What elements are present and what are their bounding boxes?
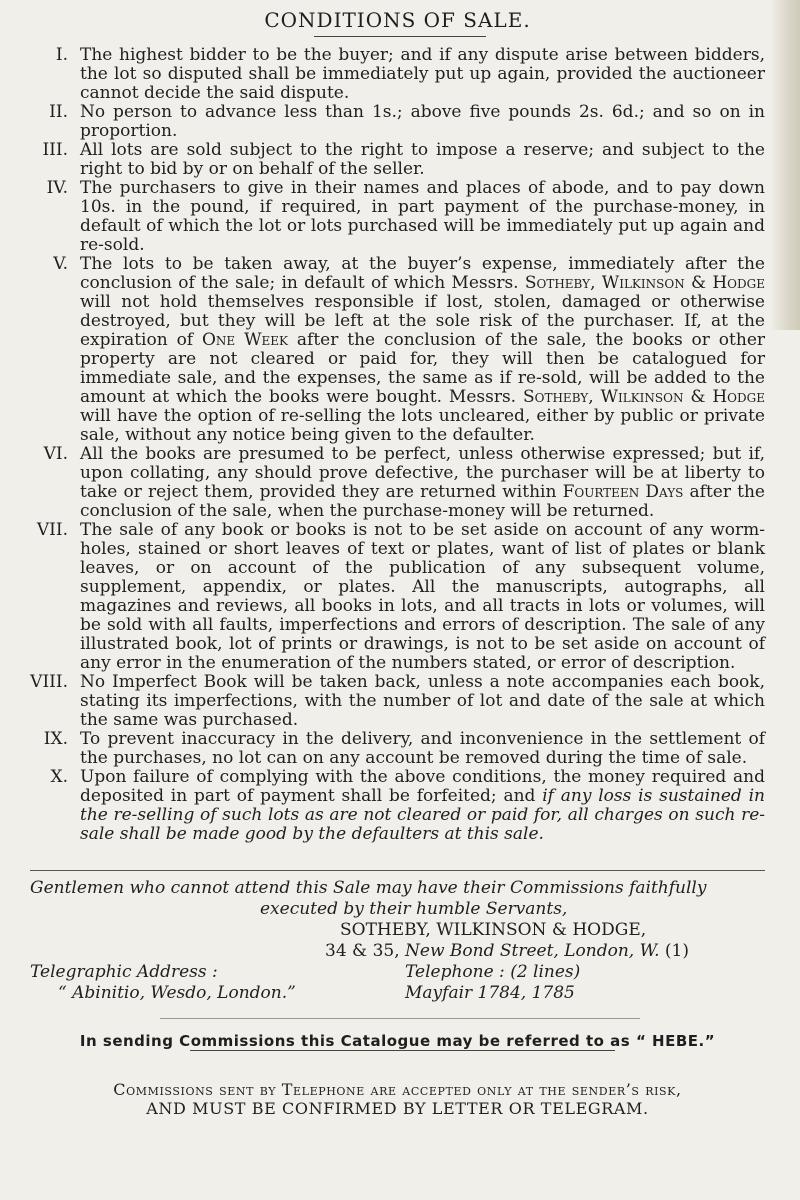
- condition-text: No Imperfect Book will be taken back, unless a note accompanies each book, stating its imperfections, with the number of lot and date of the sale at which the same was purchased.: [80, 672, 765, 730]
- address-part: (1): [659, 941, 689, 961]
- condition-7: [30, 521, 765, 673]
- final-notice-line: Commissions sent by Telephone are accepted only at the sender’s risk,: [113, 1080, 682, 1099]
- condition-text: All lots are sold subject to the right to impose a reserve; and subject to the right to bid by or on behalf of the seller.: [80, 140, 765, 179]
- telephone-commission-notice: [30, 1080, 765, 1118]
- condition-3: [30, 141, 765, 179]
- telephone-label: Telephone : (2 lines): [405, 962, 581, 982]
- one-week: One Week: [201, 330, 289, 350]
- condition-10: [30, 768, 765, 844]
- firm-address: [30, 941, 765, 962]
- condition-text-part: Upon failure of complying with the above conditions, the money required and deposited in part of payment shall be forfeited; and: [80, 767, 765, 806]
- telegraphic-label: Telegraphic Address :: [30, 962, 218, 982]
- catalogue-reference-notice: In sending Commissions this Catalogue may be referred to as “ HEBE.”: [79, 1032, 716, 1050]
- condition-number: II.: [49, 102, 68, 122]
- condition-number: V.: [53, 254, 68, 274]
- condition-text-part: will not hold themselves responsible if lost, stolen, damaged or otherwise destroyed, but they will be left at the sole risk of the purchaser. If, at the expiration of: [80, 292, 765, 350]
- condition-6: [30, 445, 765, 521]
- section-divider: [30, 870, 765, 871]
- condition-9: [30, 730, 765, 768]
- condition-text-part: after the conclusion of the sale, when the purchase-money will be returned.: [80, 482, 765, 521]
- address-part: 34 & 35,: [325, 941, 406, 961]
- final-notice-line: AND MUST BE CONFIRMED BY LETTER OR TELEGRAM.: [146, 1099, 649, 1118]
- condition-number: III.: [42, 140, 68, 160]
- condition-number: VII.: [36, 520, 68, 540]
- condition-text: The highest bidder to be the buyer; and if any dispute arise between bidders, the lot so disputed shall be immediately put up again, provided the auctioneer cannot decide the said dispute.: [80, 45, 765, 103]
- condition-text: [80, 255, 765, 445]
- condition-text: The sale of any book or books is not to be set aside on account of any worm-holes, stained or short leaves of text or plates, want of list of plates or blank leaves, or on account of the publication of any subsequent volume, supplement, appendix, or plates. All the manuscripts, autographs, all magazines and reviews, all books in lots, and all tracts in lots or volumes, will be sold with all faults, imperfections and errors of description. The sale of any illustrated book, lot of prints or drawings, is not to be set aside on account of any error in the enumeration of the numbers stated, or error of description.: [80, 520, 765, 673]
- condition-text: No person to advance less than 1s.; above five pounds 2s. 6d.; and so on in proportion.: [80, 102, 765, 141]
- condition-text-italic: if any loss is sustained in the re-selling of such lots as are not cleared or paid for, all charges on such re-sale shall be made good by the defaulters at this sale.: [80, 786, 766, 844]
- condition-text: [80, 445, 765, 521]
- condition-number: X.: [50, 767, 68, 787]
- section-divider: [160, 1018, 640, 1019]
- condition-4: [30, 179, 765, 255]
- condition-text-part: after the conclusion of the sale, the books or other property are not cleared or paid for, they will then be catalogued for immediate sale, and the expenses, the same as if re-sold, will be added to the amount at which the books were bought. Messrs.: [80, 330, 766, 407]
- commission-line: executed by their humble Servants,: [260, 899, 568, 919]
- commission-block: [30, 878, 765, 1004]
- contact-labels-row: [30, 962, 765, 983]
- condition-text-part: The lots to be taken away, at the buyer’s expense, immediately after the conclusion of the sale; in default of which Messrs.: [80, 254, 765, 293]
- condition-text: [80, 768, 765, 844]
- condition-1: [30, 46, 765, 103]
- title-rule: [314, 36, 486, 37]
- condition-number: VIII.: [30, 672, 68, 692]
- condition-text: The purchasers to give in their names and places of abode, and to pay down 10s. in the pound, if required, in part payment of the purchase-money, in default of which the lot or lots purchased will be immediately put up again and re-sold.: [80, 178, 765, 255]
- firm-name: Sotheby, Wilkinson & Hodge: [522, 387, 765, 407]
- contact-values-row: [30, 983, 765, 1004]
- page-edge-shadow: [770, 0, 800, 330]
- conditions-list: [30, 46, 765, 844]
- address-street: New Bond Street, London, W.: [405, 941, 660, 961]
- condition-number: I.: [55, 45, 68, 65]
- firm-name: Sotheby, Wilkinson & Hodge: [524, 273, 765, 293]
- condition-number: VI.: [43, 444, 68, 464]
- condition-text: To prevent inaccuracy in the delivery, and inconvenience in the settlement of the purchases, no lot can on any account be removed during the time of sale.: [80, 729, 765, 768]
- condition-text-part: will have the option of re-selling the lots uncleared, either by public or private sale, without any notice being given to the defaulter.: [80, 406, 765, 445]
- condition-2: [30, 103, 765, 141]
- fourteen-days: Fourteen Days: [562, 482, 684, 502]
- condition-8: [30, 673, 765, 730]
- page-title: CONDITIONS OF SALE.: [264, 8, 531, 32]
- condition-number: IX.: [43, 729, 68, 749]
- condition-5: [30, 255, 765, 445]
- notice-underline: [190, 1050, 615, 1051]
- firm-signature: SOTHEBY, WILKINSON & HODGE,: [340, 920, 647, 940]
- telephone-value: Mayfair 1784, 1785: [405, 983, 575, 1003]
- telegraphic-value: “ Abinitio, Wesdo, London.”: [58, 983, 296, 1003]
- condition-number: IV.: [46, 178, 68, 198]
- condition-text-part: All the books are presumed to be perfect, unless otherwise expressed; but if, upon collating, any should prove defective, the purchaser will be at liberty to take or reject them, provided they are returned within: [80, 444, 765, 502]
- commission-line: Gentlemen who cannot attend this Sale may have their Commissions faithfully: [30, 878, 707, 898]
